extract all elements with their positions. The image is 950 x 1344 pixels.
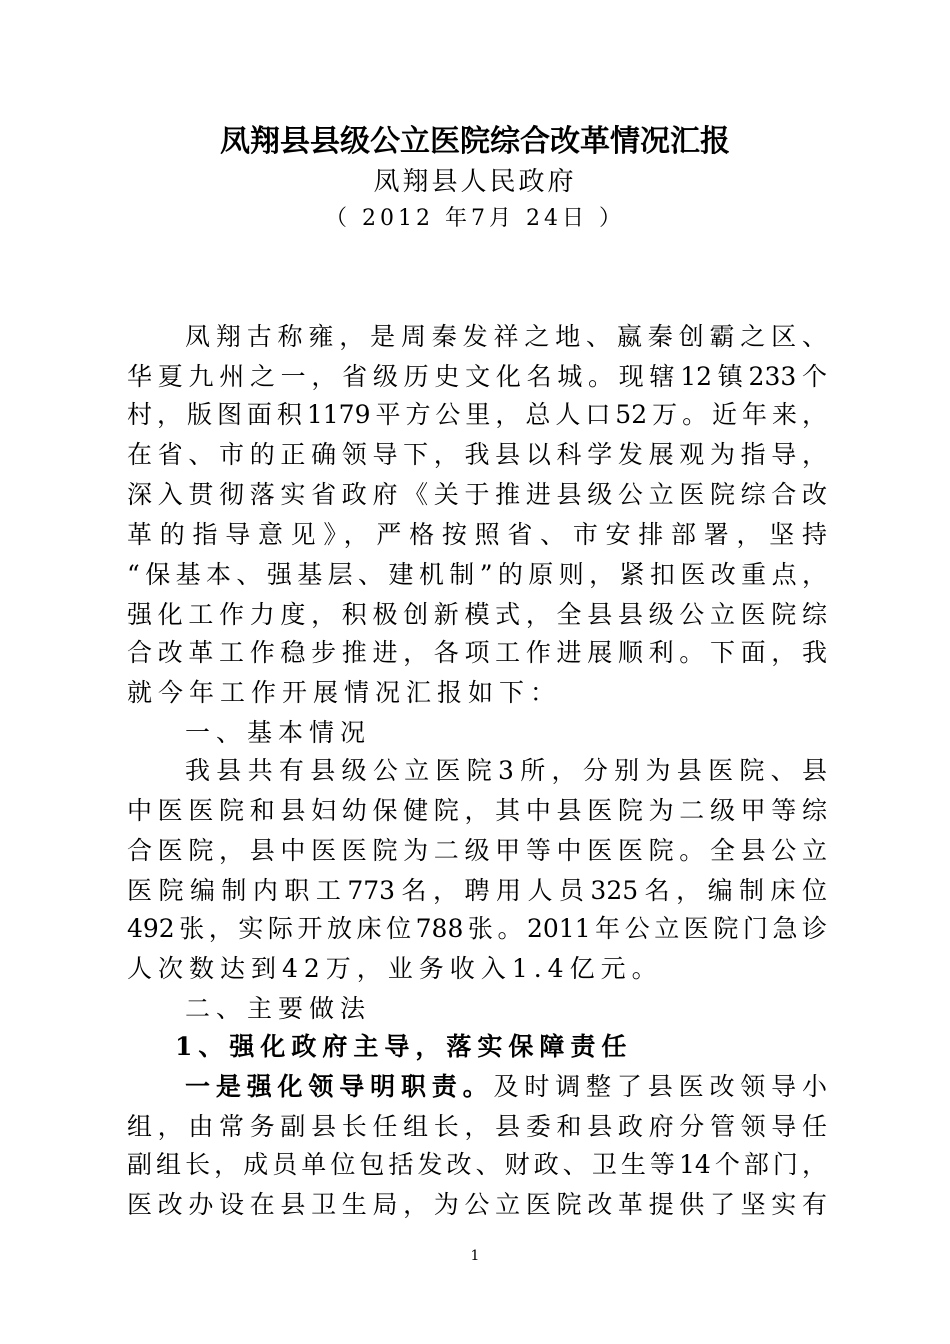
paragraph-line: 深入贯彻落实省政府《关于推进县级公立医院综合改 <box>127 480 827 509</box>
paragraph-line: 492张，实际开放床位788张。2011年公立医院门急诊 <box>127 914 827 943</box>
paragraph-line: 副组长，成员单位包括发改、财政、卫生等14个部门， <box>127 1150 827 1179</box>
paragraph-line: 在省、市的正确领导下，我县以科学发展观为指导， <box>127 440 827 469</box>
paragraph-line: 我县共有县级公立医院3所，分别为县医院、县 <box>185 756 827 785</box>
paragraph-line: 人次数达到42万，业务收入1.4亿元。 <box>127 954 663 983</box>
paragraph-lead-rest: 及时调整了县医改领导小 <box>493 1072 827 1101</box>
subsection-heading: 1、强化政府主导，落实保障责任 <box>175 1032 633 1061</box>
paragraph-line: 强化工作力度，积极创新模式，全县县级公立医院综 <box>127 600 827 629</box>
paragraph-line: 合改革工作稳步推进，各项工作进展顺利。下面，我 <box>127 638 827 667</box>
paragraph-line <box>185 1067 827 1107</box>
document-title: 凤翔县县级公立医院综合改革情况汇报 <box>220 124 730 159</box>
paragraph-line: 凤翔古称雍，是周秦发祥之地、嬴秦创霸之区、 <box>185 322 827 351</box>
section-heading: 二、主要做法 <box>185 994 372 1023</box>
section-heading: 一、基本情况 <box>185 718 372 747</box>
paragraph-line: 就今年工作开展情况汇报如下： <box>127 678 562 707</box>
page-number: 1 <box>470 1248 480 1264</box>
document-date: （ 2012 年7月 24日 ） <box>325 206 625 231</box>
paragraph-line: 合医院，县中医医院为二级甲等中医医院。全县公立 <box>127 836 827 865</box>
paragraph-line: 医改办设在县卫生局，为公立医院改革提供了坚实有 <box>127 1190 827 1219</box>
paragraph-line: 华夏九州之一，省级历史文化名城。现辖12镇233个 <box>127 362 827 391</box>
paragraph-line: 组，由常务副县长任组长，县委和县政府分管领导任 <box>127 1112 827 1141</box>
document-author: 凤翔县人民政府 <box>373 167 577 197</box>
paragraph-line: 医院编制内职工773名，聘用人员325名，编制床位 <box>127 876 827 905</box>
paragraph-line: 中医医院和县妇幼保健院，其中县医院为二级甲等综 <box>127 796 827 825</box>
paragraph-line: 村，版图面积1179平方公里，总人口52万。近年来， <box>127 400 827 429</box>
paragraph-line: 革的指导意见》，严格按照省、市安排部署，坚持 <box>127 520 827 549</box>
paragraph-line: “保基本、强基层、建机制”的原则，紧扣医改重点， <box>127 560 827 589</box>
paragraph-lead-bold: 一是强化领导明职责。 <box>185 1072 494 1101</box>
